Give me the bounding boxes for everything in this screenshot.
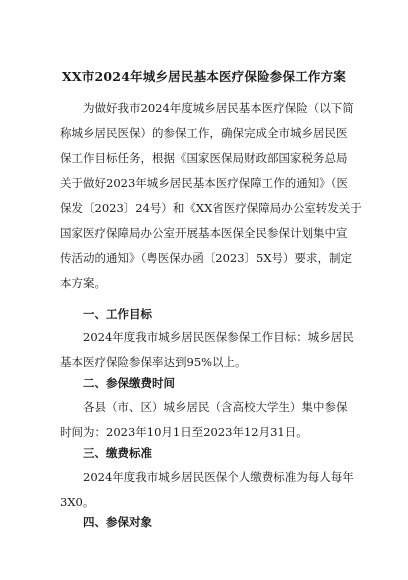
paragraph-line: 传活动的通知》（粤医保办函〔2023〕5X号）要求，制定: [60, 251, 353, 265]
paragraph-line: 时间为：2023年10月1日至2023年12月31日。: [60, 425, 308, 439]
paragraph-line: 保发〔2023〕24号）和《XX省医疗保障局办公室转发关于: [60, 201, 362, 215]
section-heading-goals: 一、工作目标: [83, 307, 152, 321]
paragraph-line: 3X0。: [60, 495, 95, 509]
paragraph-line: 2024年度我市城乡居民医保个人缴费标准为每人每年: [83, 470, 354, 484]
paragraph-line: 2024年度我市城乡居民医保参保工作目标：城乡居民: [83, 330, 354, 344]
paragraph-line: 关于做好2023年城乡居民基本医疗保障工作的通知》（医: [60, 176, 349, 190]
section-fee-body: [60, 465, 360, 515]
section-heading-fee: 三、缴费标准: [83, 446, 152, 460]
document-title: XX市2024年城乡居民基本医疗保险参保工作方案: [62, 69, 346, 84]
section-time-body: [60, 395, 360, 445]
paragraph-line: 为做好我市2024年度城乡居民基本医疗保险（以下简: [83, 101, 354, 115]
section-heading-targets: 四、参保对象: [83, 515, 152, 529]
intro-paragraph: [60, 96, 360, 296]
paragraph-line: 国家医疗保障局办公室开展基本医保全民参保计划集中宣: [60, 226, 348, 240]
paragraph-line: 基本医疗保险参保率达到95%以上。: [60, 355, 247, 369]
paragraph-line: 保工作目标任务，根据《国家医保局财政部国家税务总局: [60, 151, 348, 165]
paragraph-line: 本方案。: [60, 276, 106, 290]
paragraph-line: 称城乡居民医保）的参保工作，确保完成全市城乡居民医: [60, 126, 348, 140]
section-heading-time: 二、参保缴费时间: [83, 376, 175, 390]
paragraph-line: 各县（市、区）城乡居民（含高校大学生）集中参保: [83, 400, 348, 414]
section-goals-body: [60, 325, 360, 375]
